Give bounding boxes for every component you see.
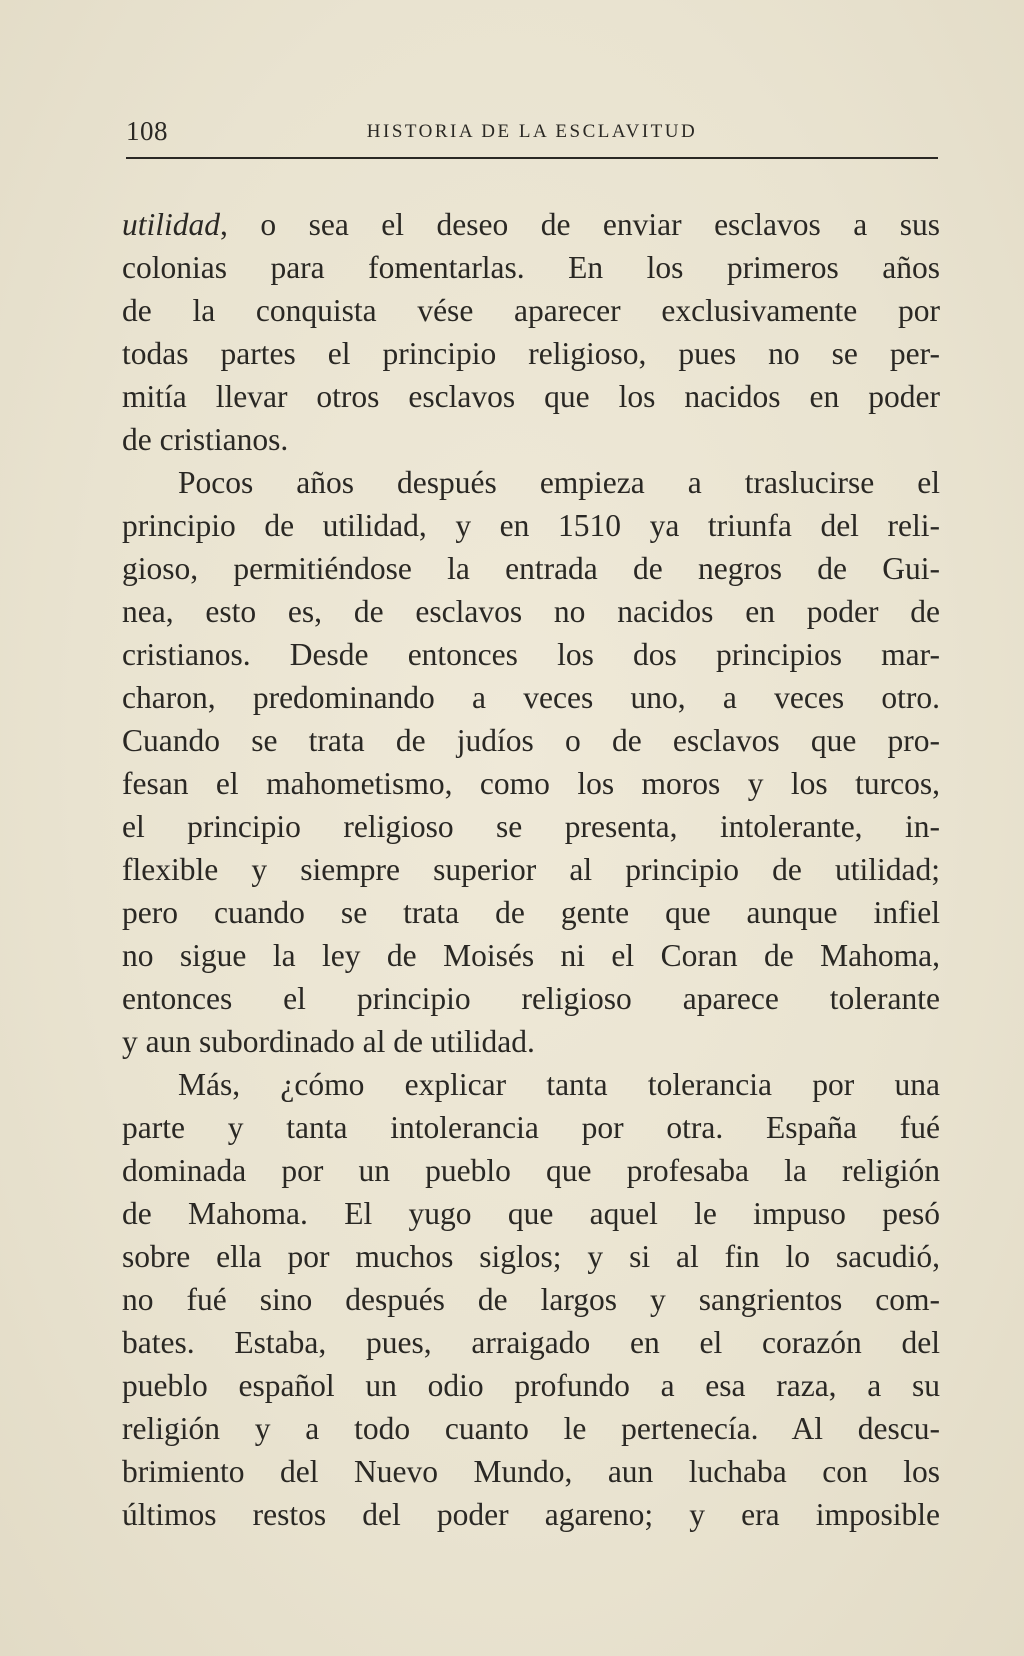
text-line: Más, ¿cómo explicar tanta tolerancia por una — [178, 1067, 940, 1102]
text-line-1 — [122, 203, 940, 246]
text-line: y aun subordinado al de utilidad. — [122, 1024, 535, 1059]
text-line: no sigue la ley de Moisés ni el Coran de Mahoma, — [122, 938, 940, 973]
text-line: parte y tanta intolerancia por otra. España fué — [122, 1110, 940, 1145]
text-line: nea, esto es, de esclavos no nacidos en poder de — [122, 594, 940, 629]
text-line-1-rest: , o sea el deseo de enviar esclavos a sus — [220, 207, 940, 242]
text-line: Pocos años después empieza a traslucirse el — [178, 465, 940, 500]
text-line: charon, predominando a veces uno, a veces otro. — [122, 680, 940, 715]
text-line: principio de utilidad, y en 1510 ya triunfa del reli- — [122, 508, 940, 543]
text-line: fesan el mahometismo, como los moros y los turcos, — [122, 766, 940, 801]
body-text — [122, 203, 940, 1536]
text-line: dominada por un pueblo que profesaba la religión — [122, 1153, 940, 1188]
italic-word: utilidad — [122, 207, 221, 242]
text-line: el principio religioso se presenta, intolerante, in- — [122, 809, 940, 844]
text-line: colonias para fomentarlas. En los primeros años — [122, 250, 940, 285]
text-line: brimiento del Nuevo Mundo, aun luchaba con los — [122, 1454, 940, 1489]
text-line: de Mahoma. El yugo que aquel le impuso pesó — [122, 1196, 940, 1231]
text-line: pueblo español un odio profundo a esa raza, a su — [122, 1368, 940, 1403]
text-line: no fué sino después de largos y sangrientos com- — [122, 1282, 940, 1317]
text-line: últimos restos del poder agareno; y era imposible — [122, 1497, 940, 1532]
page-header — [126, 112, 938, 150]
text-line: todas partes el principio religioso, pues no se per- — [122, 336, 940, 371]
text-line: sobre ella por muchos siglos; y si al fin lo sacudió, — [122, 1239, 940, 1274]
text-line: mitía llevar otros esclavos que los nacidos en poder — [122, 379, 940, 414]
text-line: entonces el principio religioso aparece tolerante — [122, 981, 940, 1016]
text-line: bates. Estaba, pues, arraigado en el corazón del — [122, 1325, 940, 1360]
text-line: pero cuando se trata de gente que aunque infiel — [122, 895, 940, 930]
page-number: 108 — [126, 116, 168, 146]
text-line: religión y a todo cuanto le pertenecía. Al descu- — [122, 1411, 940, 1446]
text-line: flexible y siempre superior al principio de utilidad; — [122, 852, 940, 887]
text-line: gioso, permitiéndose la entrada de negros de Gui- — [122, 551, 940, 586]
running-title: HISTORIA DE LA ESCLAVITUD — [366, 121, 698, 142]
text-line: de la conquista vése aparecer exclusivamente por — [122, 293, 940, 328]
text-line: de cristianos. — [122, 422, 289, 457]
text-line: cristianos. Desde entonces los dos principios mar- — [122, 637, 940, 672]
text-line: Cuando se trata de judíos o de esclavos que pro- — [122, 723, 940, 758]
header-rule — [126, 157, 938, 159]
